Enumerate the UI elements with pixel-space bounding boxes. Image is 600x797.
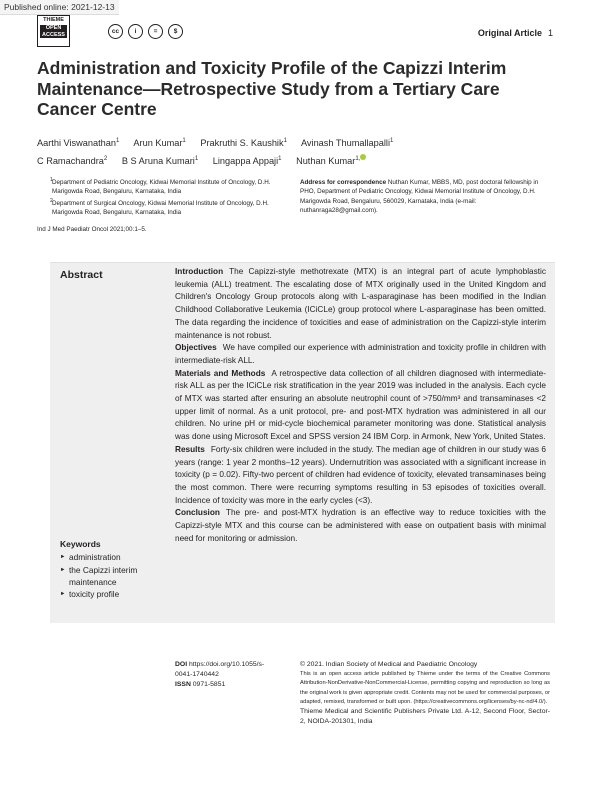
- affiliation-item: 2 Department of Surgical Oncology, Kidwai Memorial Institute of Oncology, D.H. Marigowda Road, Bengaluru, Karnataka, India: [50, 197, 269, 217]
- abstract-conclusion: Conclusion The pre- and post-MTX hydration is an effective way to reduce toxicities with the Capizzi-style MTX and this course can be administered with ease on outpatient basis with minimal need for monitoring or admission.: [175, 508, 546, 543]
- correspondence-text: Nuthan Kumar, MBBS, MD, post doctoral fellowship in PHO, Department of Pediatric Oncology, Kidwai Memorial Institute of Oncology, D.H. Marigowda Road, Bengaluru, 560029, Karnataka, India (e-mail: nuthanraga28@gmail.com).: [300, 179, 539, 215]
- issn-value: 0971-5851: [192, 681, 226, 689]
- author-list: [37, 134, 557, 169]
- article-type: Original Article: [477, 28, 542, 38]
- copyright-block: [300, 660, 550, 727]
- abstract-results: Results Forty-six children were included in the study. The median age of children in our study was 6 years (range: 1 year 2 months–12 years). Undernutrition was associated with a significant increase in toxicity (p = 0.02). Fifty-two percent of children had evidence of toxicity, elevated transaminases being the most common. There were recurring symptoms resulting in 53 episodes of toxicities overall. Incidence of toxicity was more in the early cycles (<3).: [175, 444, 546, 505]
- abstract-objectives: Objectives We have compiled our experience with administration and toxicity profile in children with intermediate-risk ALL.: [175, 343, 546, 365]
- non-commercial-icon: $: [168, 24, 183, 39]
- correspondence-address: [300, 178, 545, 216]
- author: Prakruthi S. Kaushik$^1$: [200, 138, 287, 149]
- creative-commons-icon: cc: [108, 24, 123, 39]
- correspondence-label: Address for correspondence: [300, 179, 387, 186]
- abstract-introduction: Introduction The Capizzi-style methotrexate (MTX) is an integral part of acute lymphoblastic leukemia (ALL) treatment. The escalating dose of MTX originally used in the United Kingdom and Children's Oncology Group protocols along with L-asparaginase has been modified in the Indian Childhood Collaborative Leukemia (ICiCLe) group protocol where L-asparaginase has been omitted. The data regarding the incidence of toxicities and ease of administration on the Capizzi-style interim maintenance is not robust.: [175, 267, 546, 340]
- publisher-address: Thieme Medical and Scientific Publishers Private Ltd. A-12, Second Floor, Sector-2, NOIDA-201301, India: [300, 708, 550, 726]
- keyword-item: ► administration: [60, 551, 170, 563]
- affiliation-item: 1 Department of Pediatric Oncology, Kidwai Memorial Institute of Oncology, D.H. Marigowda Road, Bengaluru, Karnataka, India: [50, 177, 271, 196]
- orcid-icon[interactable]: [360, 154, 366, 160]
- journal-citation: Ind J Med Paediatr Oncol 2021;00:1–5.: [37, 226, 147, 233]
- doi-link[interactable]: https://doi.org/10.1055/s-0041-1740442: [175, 661, 265, 679]
- author: Nuthan Kumar$^{1,}$: [296, 156, 366, 166]
- abstract-methods: Materials and Methods A retrospective data collection of all children diagnosed with intermediate-risk ALL as per the ICiCLe risk stratification in the year 2019 was included in the analysis. Each cycle of MTX was started after ensuring an absolute neutrophil count of >750/mm³ and transaminases <2 upper limit of normal. As a unit protocol, pre- and post-MTX hydration was administered in all our children. No urine pH or mid-cycle biochemical parameter monitoring was done. Statistical analysis was done using Microsoft Excel and SPSS version 24 IBM Corp. in Armonk, New York, United States.: [175, 368, 546, 442]
- license-text: This is an open access article published by Thieme under the terms of the Creative Commons Attribution-NonDerivative-NonCommercial-License, permitting copying and reproduction so long as the original work is given appropriate credit. Contents may not be used for commercial purposes, or adapted, remixed, transformed or built upon. (https://creativecommons.org/licenses/by-nc-nd/4.0/).: [300, 671, 550, 705]
- abstract-heading: Abstract: [60, 269, 103, 281]
- no-derivatives-icon: =: [148, 24, 163, 39]
- logo-line-2: OPEN: [40, 25, 67, 32]
- page-number: 1: [547, 28, 553, 38]
- thieme-open-access-logo: [37, 15, 70, 47]
- keyword-item: ► toxicity profile: [60, 588, 170, 600]
- author: Aarthi Viswanathan$^1$: [37, 138, 120, 149]
- logo-line-3: ACCESS: [40, 32, 67, 39]
- author: B S Aruna Kumari$^1$: [121, 155, 199, 166]
- copyright-notice: © 2021. Indian Society of Medical and Paediatric Oncology: [300, 661, 478, 668]
- published-online-tag: Published online: 2021-12-13: [0, 0, 119, 15]
- author: Lingappa Appaji$^1$: [212, 155, 282, 166]
- author: Arun Kumar$^1$: [133, 138, 186, 149]
- affiliations: [37, 178, 282, 220]
- author: C Ramachandra$^2$: [37, 155, 108, 166]
- article-title: Administration and Toxicity Profile of the Capizzi Interim Maintenance—Retrospective Study from a Tertiary Care Cancer Centre: [37, 58, 507, 119]
- author: Avinash Thumallapalli$^1$: [300, 138, 394, 149]
- doi-block: DOI https://doi.org/10.1055/s-0041-1740442 ISSN 0971-5851: [175, 661, 265, 689]
- keywords-heading: Keywords: [60, 539, 101, 549]
- logo-line-1: THIEME: [43, 17, 64, 23]
- keyword-item: ► the Capizzi interim maintenance: [60, 564, 170, 589]
- abstract-body: [175, 266, 546, 545]
- attribution-icon: i: [128, 24, 143, 39]
- keywords: [60, 538, 170, 600]
